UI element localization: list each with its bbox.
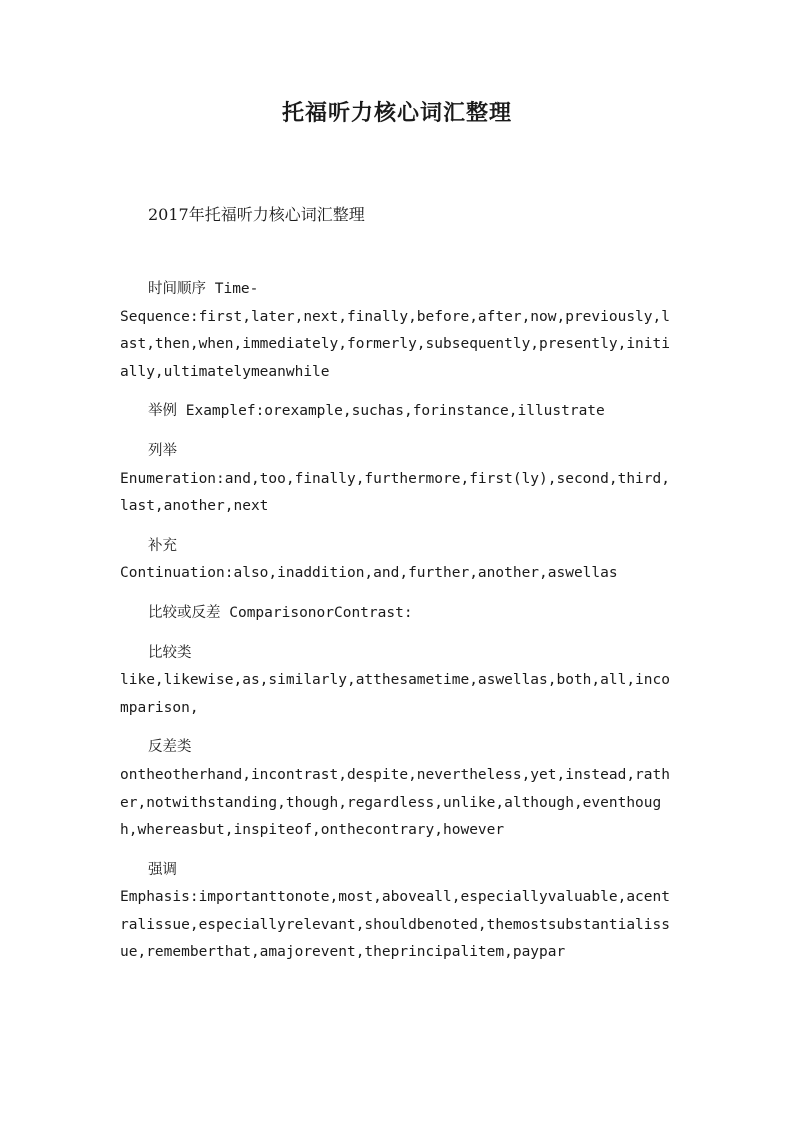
time-sequence-heading: 时间顺序 Time-	[148, 281, 259, 297]
example-words: 举例 Examplef:orexample,suchas,forinstance,illustrate	[148, 403, 605, 420]
document-body	[120, 276, 676, 979]
comparison-heading: 比较类	[148, 644, 192, 661]
contrast-words: ontheotherhand,incontrast,despite,nevertheless,yet,instead,rather,notwithstanding,though,regardless,unlike,although,eventhough,whereasbut,inspiteof,onthecontrary,however	[120, 766, 670, 839]
document-title: 托福听力核心词汇整理	[281, 100, 512, 126]
time-sequence-words: Sequence:first,later,next,finally,before,after,now,previously,last,then,when,immediately,formerly,subsequently,presently,initially,ultimatelymeanwhile	[120, 308, 670, 380]
emphasis-heading: 强调	[148, 861, 177, 878]
enumeration-heading: 列举	[148, 442, 177, 459]
continuation-heading: 补充	[148, 537, 177, 554]
document-subtitle: 2017年托福听力核心词汇整理	[148, 205, 365, 224]
contrast-heading: 反差类	[148, 739, 192, 756]
comparison-contrast-heading: 比较或反差 ComparisonorContrast:	[148, 604, 413, 621]
emphasis-words: Emphasis:importanttonote,most,aboveall,especiallyvaluable,acentralissue,especiallyrelevant,shouldbenoted,themostsubstantialissue,rememberthat,amajorevent,theprincipalitem,paypar	[120, 889, 670, 961]
enumeration-words: Enumeration:and,too,finally,furthermore,first(ly),second,third,last,another,next	[120, 470, 670, 515]
comparison-words: like,likewise,as,similarly,atthesametime,aswellas,both,all,incomparison,	[120, 672, 670, 716]
continuation-words: Continuation:also,inaddition,and,further,another,aswellas	[120, 565, 618, 582]
